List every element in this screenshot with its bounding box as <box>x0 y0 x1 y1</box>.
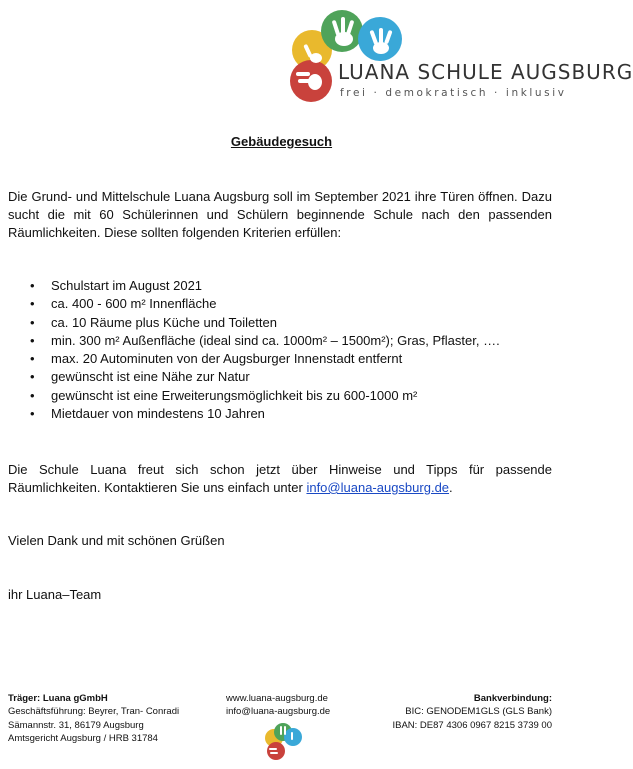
footer-right-line: IBAN: DE87 4306 0967 8215 3739 00 <box>392 719 552 731</box>
list-item: • Mietdauer von mindestens 10 Jahren <box>8 405 500 423</box>
footer-left <box>8 692 179 746</box>
list-item: • Schulstart im August 2021 <box>8 277 500 295</box>
list-item: • max. 20 Autominuten von der Augsburger Innenstadt entfernt <box>8 350 500 368</box>
intro-paragraph: Die Grund- und Mittelschule Luana Augsburg soll im September 2021 ihre Türen öffnen. Dazu sucht die mit 60 Schülerinnen und Schülern beginnende Schule nach den passenden Räumlichkeiten. Diese sollten folgenden Kriterien erfüllen: <box>8 189 552 240</box>
footer-website[interactable]: www.luana-augsburg.de <box>226 693 328 704</box>
list-item: • gewünscht ist eine Erweiterungsmöglichkeit bis zu 600-1000 m² <box>8 387 500 405</box>
logo-subtitle: frei · demokratisch · inklusiv <box>340 87 567 99</box>
signature: ihr Luana–Team <box>8 587 102 602</box>
closing-end: . <box>449 480 453 495</box>
list-item: • ca. 400 - 600 m² Innenfläche <box>8 295 500 313</box>
closing-text: Die Schule Luana freut sich schon jetzt über Hinweise und Tipps für passende Räumlichkeiten. Kontaktieren Sie uns einfach unter <box>8 462 552 495</box>
list-item: • ca. 10 Räume plus Küche und Toiletten <box>8 314 500 332</box>
footer-email[interactable]: info@luana-augsburg.de <box>226 706 331 718</box>
footer-middle <box>226 692 330 719</box>
footer-right-line: BIC: GENODEM1GLS (GLS Bank) <box>405 706 552 718</box>
footer-left-title: Träger: Luana gGmbH <box>8 693 108 704</box>
footer-right-title: Bankverbindung: <box>473 693 552 704</box>
document-title: Gebäudegesuch <box>230 134 333 149</box>
thanks-line: Vielen Dank und mit schönen Grüßen <box>8 533 225 548</box>
footer-logo <box>262 722 304 764</box>
closing-paragraph <box>8 461 552 497</box>
list-item: • min. 300 m² Außenfläche (ideal sind ca. 1000m² – 1500m²); Gras, Pflaster, …. <box>8 332 500 350</box>
list-item: • gewünscht ist eine Nähe zur Natur <box>8 368 500 386</box>
logo-title: LUANA SCHULE AUGSBURG <box>338 60 633 84</box>
criteria-list <box>8 277 500 423</box>
footer-left-line: Amtsgericht Augsburg / HRB 31784 <box>8 733 158 745</box>
footer-right <box>392 692 552 732</box>
footer-left-line: Sämannstr. 31, 86179 Augsburg <box>8 719 144 731</box>
footer-left-line: Geschäftsführung: Beyrer, Tran- Conradi <box>8 706 180 718</box>
contact-email-link[interactable]: info@luana-augsburg.de <box>306 480 450 495</box>
